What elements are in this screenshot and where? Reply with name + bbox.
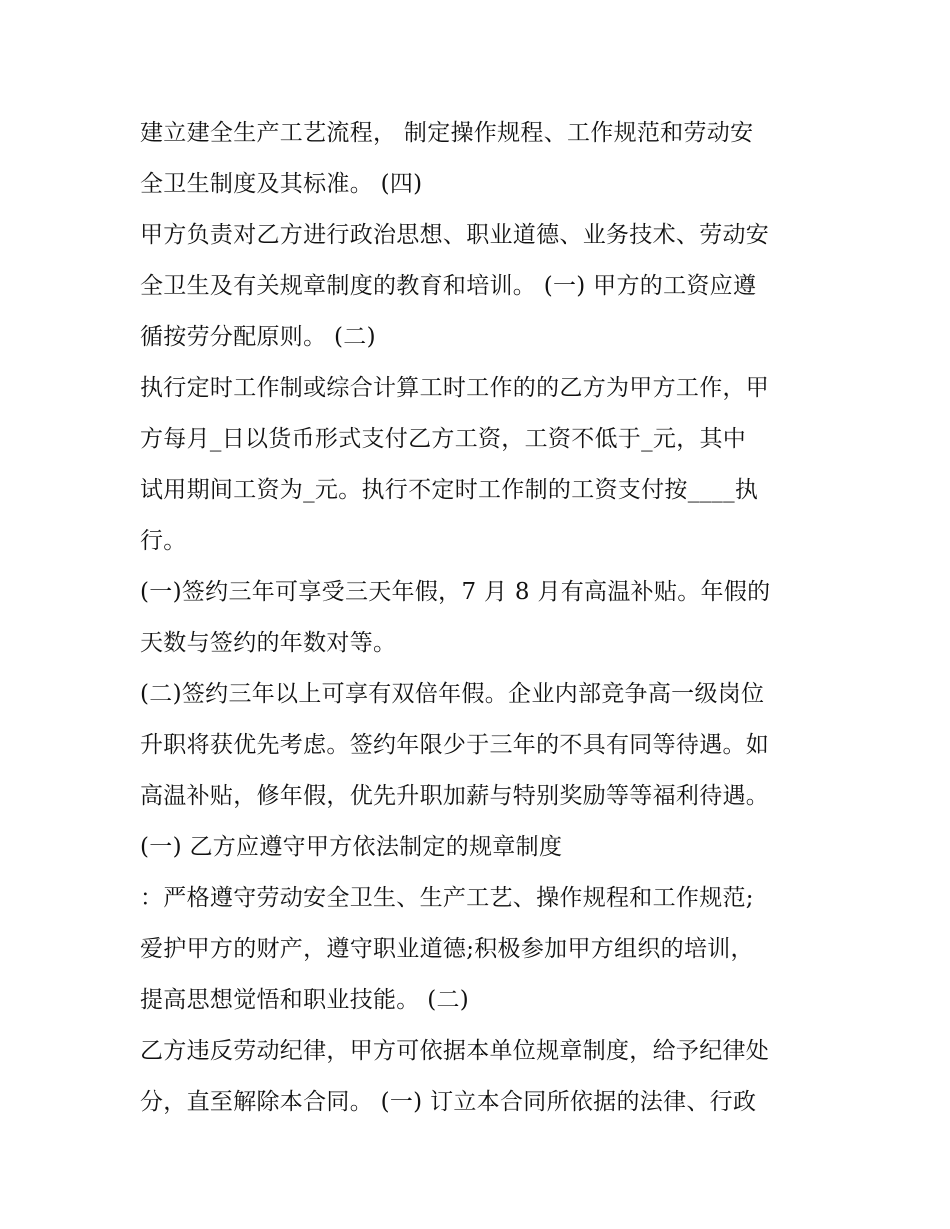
text-line: (一)签约三年可享受三天年假，7 月 8 月有高温补贴。年假的 xyxy=(140,579,771,605)
text-line: 试用期间工资为_元。执行不定时工作制的工资支付按____执 xyxy=(140,477,759,503)
text-line: 爱护甲方的财产，遵守职业道德;积极参加甲方组织的培训， xyxy=(140,936,754,962)
contract-text xyxy=(140,108,820,1128)
text-line: 方每月_日以货币形式支付乙方工资，工资不低于_元，其中 xyxy=(140,426,747,452)
text-line: 提高思想觉悟和职业技能。 (二) xyxy=(140,987,470,1013)
text-line: 建立建全生产工艺流程， 制定操作规程、工作规范和劳动安 xyxy=(140,120,754,146)
text-line: 执行定时工作制或综合计算工时工作的的乙方为甲方工作，甲 xyxy=(140,375,770,401)
text-line: (一) 乙方应遵守甲方依法制定的规章制度 xyxy=(140,834,563,860)
text-line: 循按劳分配原则。 (二) xyxy=(140,324,376,350)
text-line: 乙方违反劳动纪律，甲方可依据本单位规章制度，给予纪律处 xyxy=(140,1038,770,1064)
text-line: (二)签约三年以上可享有双倍年假。企业内部竞争高一级岗位 xyxy=(140,681,765,707)
text-line: 天数与签约的年数对等。 xyxy=(140,630,397,656)
text-line: 升职将获优先考虑。签约年限少于三年的不具有同等待遇。如 xyxy=(140,732,770,758)
text-line: 全卫生及有关规章制度的教育和培训。 (一) 甲方的工资应遵 xyxy=(140,273,757,299)
text-line: 行。 xyxy=(140,528,187,554)
text-line: 全卫生制度及其标准。 (四) xyxy=(140,171,423,197)
text-line: 高温补贴，修年假，优先升职加薪与特别奖励等等福利待遇。 xyxy=(140,783,770,809)
text-line: 甲方负责对乙方进行政治思想、职业道德、业务技术、劳动安 xyxy=(140,222,770,248)
text-line: ：严格遵守劳动安全卫生、生产工艺、操作规程和工作规范; xyxy=(140,885,754,911)
text-line: 分，直至解除本合同。 (一) 订立本合同所依据的法律、行政 xyxy=(140,1089,757,1115)
